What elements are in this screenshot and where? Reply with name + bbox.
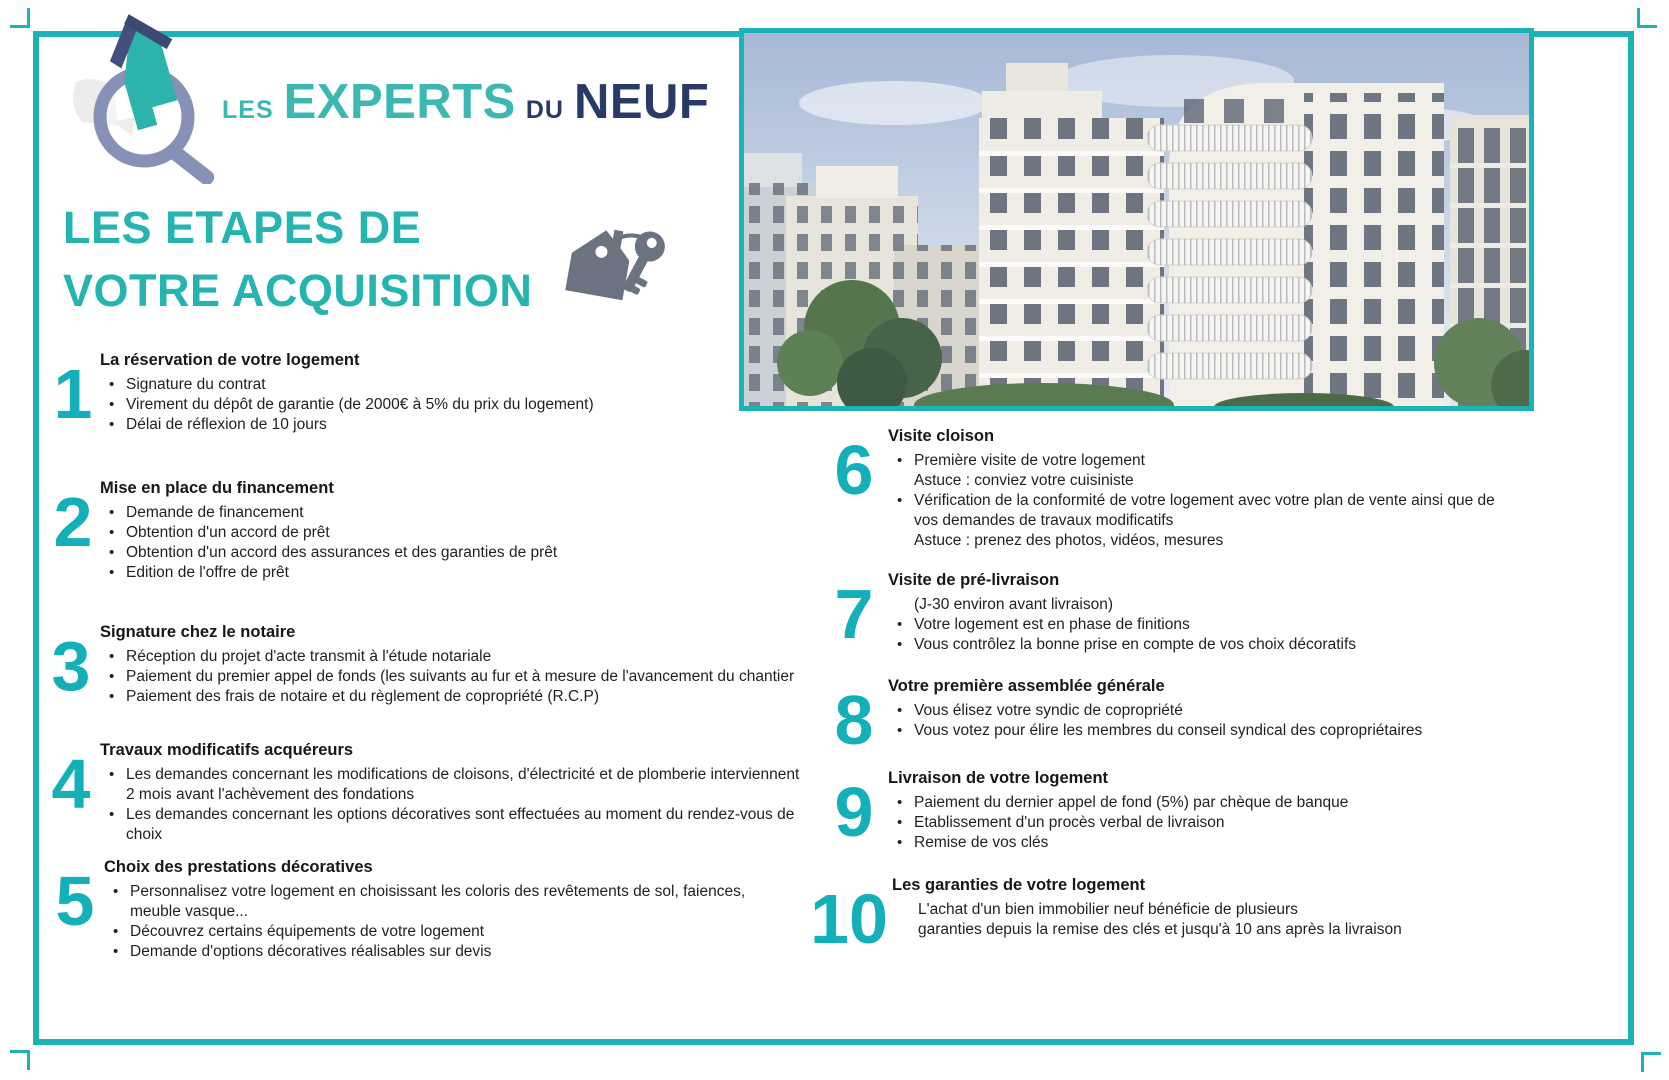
step-body — [104, 858, 794, 962]
step-body — [888, 427, 1500, 551]
step-note: L'achat d'un bien immobilier neuf bénéficie de plusieurs — [918, 901, 1298, 918]
step-item: • Obtention d'un accord des assurances et des garanties de prêt — [100, 543, 780, 563]
step-item: • Demande de financement — [100, 503, 780, 523]
step-item: • Signature du contrat — [100, 375, 780, 395]
step-items — [100, 765, 800, 845]
step-6 — [820, 427, 1500, 551]
step-body — [888, 677, 1508, 754]
step-item: • Découvrez certains équipements de votre logement — [104, 922, 794, 942]
step-items — [888, 701, 1508, 741]
step-title: Livraison de votre logement — [888, 769, 1109, 787]
step-8 — [820, 677, 1508, 759]
step-items — [100, 647, 800, 707]
step-items — [888, 595, 1508, 655]
step-title: Choix des prestations décoratives — [104, 858, 373, 876]
step-item: • Vous élisez votre syndic de copropriété — [888, 701, 1508, 721]
step-items — [100, 375, 780, 435]
step-number: 4 — [51, 745, 91, 823]
step-item: • Obtention d'un accord de prêt — [100, 523, 780, 543]
step-body — [888, 769, 1508, 853]
step-body — [100, 741, 800, 845]
step-number: 9 — [834, 773, 874, 851]
step-number: 10 — [810, 880, 888, 958]
corner-mark-top-right — [1637, 8, 1657, 28]
step-item: • Délai de réflexion de 10 jours — [100, 415, 780, 435]
step-body — [100, 623, 800, 707]
step-4 — [42, 741, 800, 845]
corner-mark-bottom-right — [1641, 1052, 1661, 1072]
step-1 — [46, 351, 780, 435]
logo-du: DU — [525, 96, 564, 124]
step-body — [100, 351, 780, 435]
step-number: 8 — [834, 681, 874, 759]
step-title: Signature chez le notaire — [100, 623, 296, 641]
step-body — [100, 479, 780, 583]
step-items — [100, 503, 780, 583]
step-7 — [820, 571, 1508, 655]
step-note: (J-30 environ avant livraison) — [914, 596, 1114, 613]
step-2 — [46, 479, 780, 583]
step-number: 2 — [53, 483, 93, 561]
corner-mark-top-left — [10, 8, 30, 28]
step-number: 3 — [51, 627, 91, 705]
step-item: • Remise de vos clés — [888, 833, 1508, 853]
step-10 — [806, 876, 1512, 958]
house-magnifier-icon — [66, 4, 226, 184]
step-item: • Réception du projet d'acte transmit à l'étude notariale — [100, 647, 800, 667]
step-5 — [46, 858, 794, 962]
logo-les: LES — [222, 96, 274, 124]
page-title-line1: LES ETAPES DE — [63, 202, 422, 253]
step-title: Les garanties de votre logement — [892, 876, 1146, 894]
logo-experts: EXPERTS — [283, 75, 516, 129]
step-item: • Paiement du premier appel de fonds (les suivants au fur et à mesure de l'avancement du chantier — [100, 667, 800, 687]
house-key-icon — [556, 216, 686, 311]
step-items — [892, 900, 1512, 940]
step-item: • Vérification de la conformité de votre logement avec votre plan de vente ainsi que de vos demandes de travaux modificatifs — [888, 491, 1500, 531]
building-photo — [739, 28, 1534, 411]
step-item: • Edition de l'offre de prêt — [100, 563, 780, 583]
step-item: • Personnalisez votre logement en choisissant les coloris des revêtements de sol, faiences, meuble vasque... — [104, 882, 794, 922]
step-9 — [820, 769, 1508, 853]
step-items — [888, 451, 1500, 551]
step-items — [888, 793, 1508, 853]
step-note: Astuce : conviez votre cuisiniste — [914, 472, 1134, 489]
step-item: • Vous contrôlez la bonne prise en compte de vos choix décoratifs — [888, 635, 1508, 655]
step-item: • Etablissement d'un procès verbal de livraison — [888, 813, 1508, 833]
step-item: • Les demandes concernant les options décoratives sont effectuées au moment du rendez-vous de choix — [100, 805, 800, 845]
step-note: Astuce : prenez des photos, vidéos, mesures — [914, 532, 1224, 549]
step-title: Travaux modificatifs acquéreurs — [100, 741, 354, 759]
step-title: La réservation de votre logement — [100, 351, 360, 369]
step-item: • Vous votez pour élire les membres du conseil syndical des copropriétaires — [888, 721, 1508, 741]
step-title: Mise en place du financement — [100, 479, 334, 497]
step-item: • Virement du dépôt de garantie (de 2000€ à 5% du prix du logement) — [100, 395, 780, 415]
step-number: 7 — [834, 575, 874, 653]
step-items — [104, 882, 794, 962]
step-body — [892, 876, 1512, 953]
step-title: Visite cloison — [888, 427, 995, 445]
step-body — [888, 571, 1508, 655]
step-number: 5 — [55, 862, 95, 940]
step-number: 6 — [834, 431, 874, 509]
step-title: Votre première assemblée générale — [888, 677, 1165, 695]
step-title: Visite de pré-livraison — [888, 571, 1060, 589]
step-number: 1 — [53, 355, 93, 433]
step-item: • Paiement des frais de notaire et du règlement de copropriété (R.C.P) — [100, 687, 800, 707]
step-note: garanties depuis la remise des clés et jusqu'à 10 ans après la livraison — [918, 921, 1402, 938]
step-3 — [42, 623, 800, 707]
logo-neuf: NEUF — [573, 75, 710, 129]
step-item: • Première visite de votre logement — [888, 451, 1500, 471]
step-item: • Demande d'options décoratives réalisables sur devis — [104, 942, 794, 962]
step-item: • Paiement du dernier appel de fond (5%) par chèque de banque — [888, 793, 1508, 813]
corner-mark-bottom-left — [10, 1050, 30, 1070]
step-item: • Les demandes concernant les modifications de cloisons, d'électricité et de plomberie interviennent 2 mois avant l'achèvement des fondations — [100, 765, 800, 805]
logo-wordmark — [222, 74, 709, 130]
page-title — [63, 196, 532, 322]
step-item: • Votre logement est en phase de finitions — [888, 615, 1508, 635]
page-title-line2: VOTRE ACQUISITION — [63, 265, 533, 316]
